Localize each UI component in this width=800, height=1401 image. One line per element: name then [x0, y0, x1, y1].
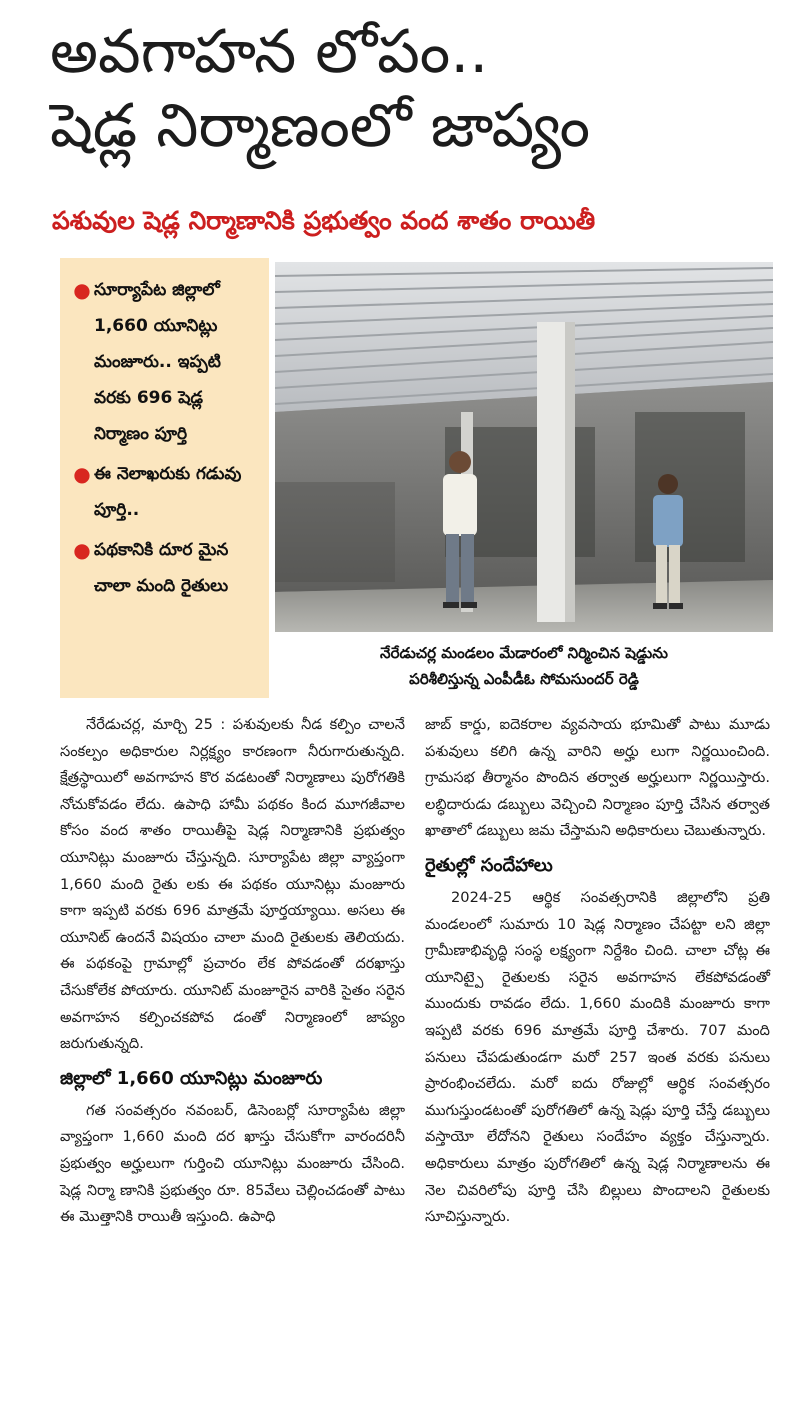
section-heading: జిల్లాలో 1,660 యూనిట్లు మంజూరు [60, 1067, 323, 1089]
highlight-text: పథకానికి దూర మైన చాలా మంది రైతులు [94, 540, 229, 596]
photo-caption [275, 640, 773, 692]
headline-line-1: అవగాహన లోపం.. [50, 17, 489, 87]
bullet-dot-icon: ● [73, 278, 91, 302]
highlights-box [60, 258, 269, 698]
section-heading: రైతుల్లో సందేహాలు [425, 854, 553, 876]
cattle-shed-photo [275, 262, 773, 632]
shed-illustration [275, 262, 773, 632]
highlight-item [70, 532, 261, 604]
article-paragraph: గత సంవత్సరం నవంబర్, డిసెంబర్లో సూర్యాపేట జిల్లా వ్యాప్తంగా 1,660 మంది దర ఖాస్తు చేసుకోగా వారందరినీ ప్రభుత్వం అర్హులుగా గుర్తించి యూనిట్లు మంజూరు చేసింది. షెడ్ల నిర్మా ణానికి ప్రభుత్వం రూ. 85వేలు చెల్లించడంతో పాటు ఈ మొత్తానికి రాయితీ ఇస్తుంది. ఉపాధి [60, 1101, 405, 1226]
subheadline: పశువుల షెడ్ల నిర్మాణానికి ప్రభుత్వం వంద శాతం రాయితీ [52, 206, 596, 235]
article-column-right [425, 712, 770, 1231]
bullet-dot-icon: ● [73, 462, 91, 486]
highlight-item [70, 456, 261, 528]
photo-caption-line-1: నేరేడుచర్ల మండలం మేడారంలో నిర్మించిన షెడ్డును [380, 644, 668, 662]
article-paragraph: నేరేడుచర్ల, మార్చి 25 : పశువులకు నీడ కల్పిం చాలనే సంకల్పం అధికారుల నిర్లక్ష్యం కారణంగా నీరుగారుతున్నది. క్షేత్రస్థాయిలో అవగాహన కొర వడటంతో నిర్మాణాలు పురోగతికి నోచుకోవడం లేదు. ఉపాధి హామీ పథకం కింద మూగజీవాల కోసం వంద శాతం రాయితీపై షెడ్ల నిర్మాణానికి ప్రభుత్వం యూనిట్లు మంజూరు చేస్తున్నది. సూర్యాపేట జిల్లా వ్యాప్తంగా 1,660 మంది రైతు లకు ఈ పథకం యూనిట్లు మంజూరు కాగా ఇప్పటి వరకు 696 మాత్రమే పూర్తయ్యాయి. అసలు ఈ యూనిట్ ఉందనే విషయం చాలా మంది రైతులకు తెలియదు. ఈ పథకంపై గ్రామాల్లో ప్రచారం లేక పోవడంతో దరఖాస్తు చేసుకోలేక పోయారు. యూనిట్ మంజూరైన వారికి సైతం సరైన అవగాహన కల్పించకపోవ డంతో నిర్మాణంలో జాప్యం జరుగుతున్నది. [60, 716, 405, 1053]
bullet-dot-icon: ● [73, 538, 91, 562]
highlight-text: సూర్యాపేట జిల్లాలో 1,660 యూనిట్లు మంజూరు.. ఇప్పటి వరకు 696 షెడ్ల నిర్మాణం పూర్తి [94, 280, 221, 444]
article-column-left [60, 712, 405, 1231]
article-paragraph: 2024-25 ఆర్థిక సంవత్సరానికి జిల్లాలోని ప్రతి మండలంలో సుమారు 10 షెడ్ల నిర్మాణం చేపట్టా లని జిల్లా గ్రామీణాభివృద్ధి సంస్థ లక్ష్యంగా నిర్దేశిం చింది. చాలా చోట్ల ఈ యూనిట్పై రైతులకు సరైన అవగాహన లేకపోవడంతో ముందుకు రావడం లేదు. 1,660 మందికి మంజూరు కాగా ఇప్పటి వరకు 696 మాత్రమే పూర్తి చేశారు. 707 మంది పనులు చేపడుతుండగా మరో 257 ఇంత వరకు పనులు ప్రారంభించలేదు. మరో ఐదు రోజుల్లో ఆర్థిక సంవత్సరం ముగుస్తుండటంతో పురోగతిలో ఉన్న షెడ్లు పూర్తి చేస్తే డబ్బులు వస్తాయో లేదోనని రైతులు సందేహం వ్యక్తం చేస్తున్నారు. అధికారులు మాత్రం పురోగతిలో ఉన్న షెడ్ల నిర్మాణాలను ఈ నెల చివరిలోపు పూర్తి చేసి బిల్లులు పొందాలని రైతులకు సూచిస్తున్నారు. [425, 888, 770, 1226]
photo-caption-line-2: పరిశీలిస్తున్న ఎంపీడీఓ సోమసుందర్ రెడ్డి [409, 670, 639, 688]
highlight-item [70, 272, 261, 452]
headline-line-2: షెడ్ల నిర్మాణంలో జాప్యం [50, 91, 591, 161]
article-paragraph: జాబ్ కార్డు, ఐదెకరాల వ్యవసాయ భూమితో పాటు మూడు పశువులు కలిగి ఉన్న వారిని అర్హు లుగా నిర్ణయించింది. గ్రామసభ తీర్మానం పొందిన తర్వాత అర్హులుగా నిర్ణయిస్తారు. లబ్ధిదారుడు డబ్బులు వెచ్చించి నిర్మాణం పూర్తి చేసిన తర్వాత ఖాతాలో డబ్బులు జమ చేస్తామని అధికారులు చెబుతున్నారు. [425, 716, 770, 840]
highlight-text: ఈ నెలాఖరుకు గడువు పూర్తి.. [94, 464, 242, 520]
